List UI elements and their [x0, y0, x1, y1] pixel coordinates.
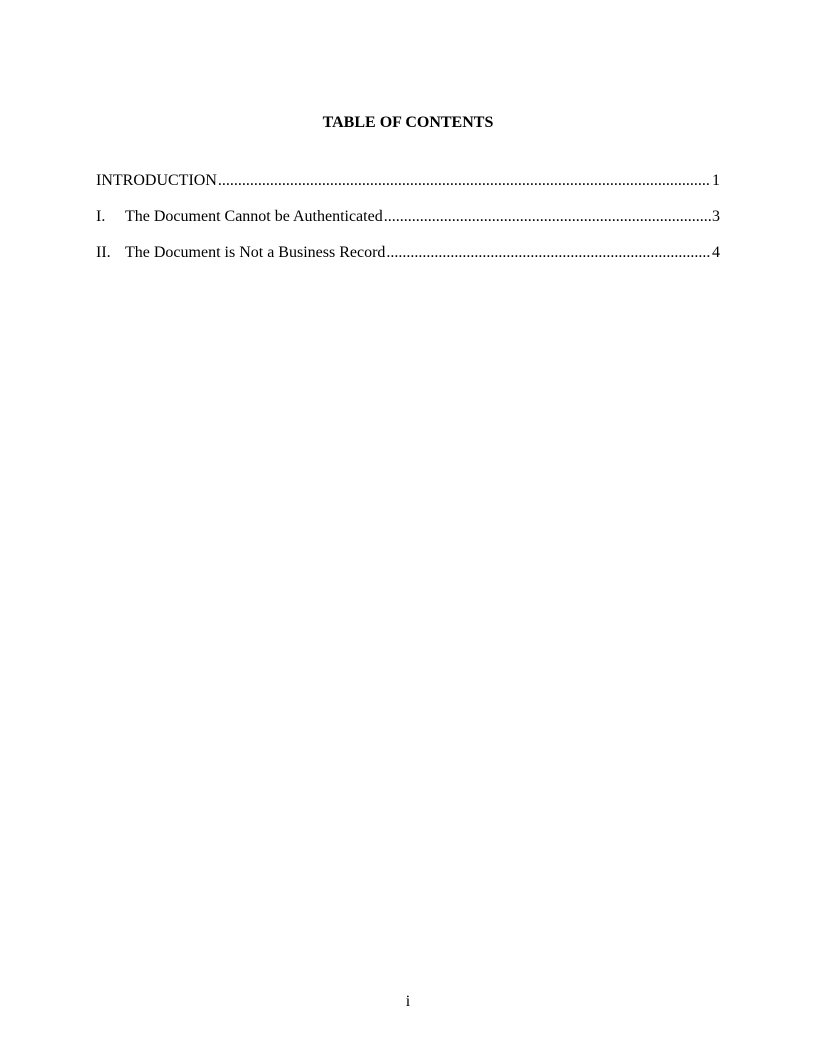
- toc-entry-label: The Document Cannot be Authenticated: [125, 208, 383, 225]
- toc-dot-leader: [218, 171, 711, 191]
- toc-title: TABLE OF CONTENTS: [322, 114, 494, 131]
- toc-dot-leader: [386, 243, 711, 263]
- toc-entry-introduction[interactable]: [96, 171, 720, 191]
- toc-entry-number: I.: [96, 208, 106, 225]
- toc-entry-label: INTRODUCTION: [96, 172, 217, 189]
- toc-list: [96, 171, 720, 279]
- toc-entry-number: II.: [96, 244, 111, 261]
- toc-dot-leader: [384, 207, 711, 227]
- toc-entry-page: 4: [712, 244, 720, 261]
- page-number: i: [405, 993, 411, 1010]
- toc-entry-authentication[interactable]: [96, 207, 720, 227]
- toc-entry-page: 1: [712, 172, 720, 189]
- toc-entry-business-record[interactable]: [96, 243, 720, 263]
- toc-entry-page: 3: [712, 208, 720, 225]
- toc-entry-label: The Document is Not a Business Record: [125, 244, 386, 261]
